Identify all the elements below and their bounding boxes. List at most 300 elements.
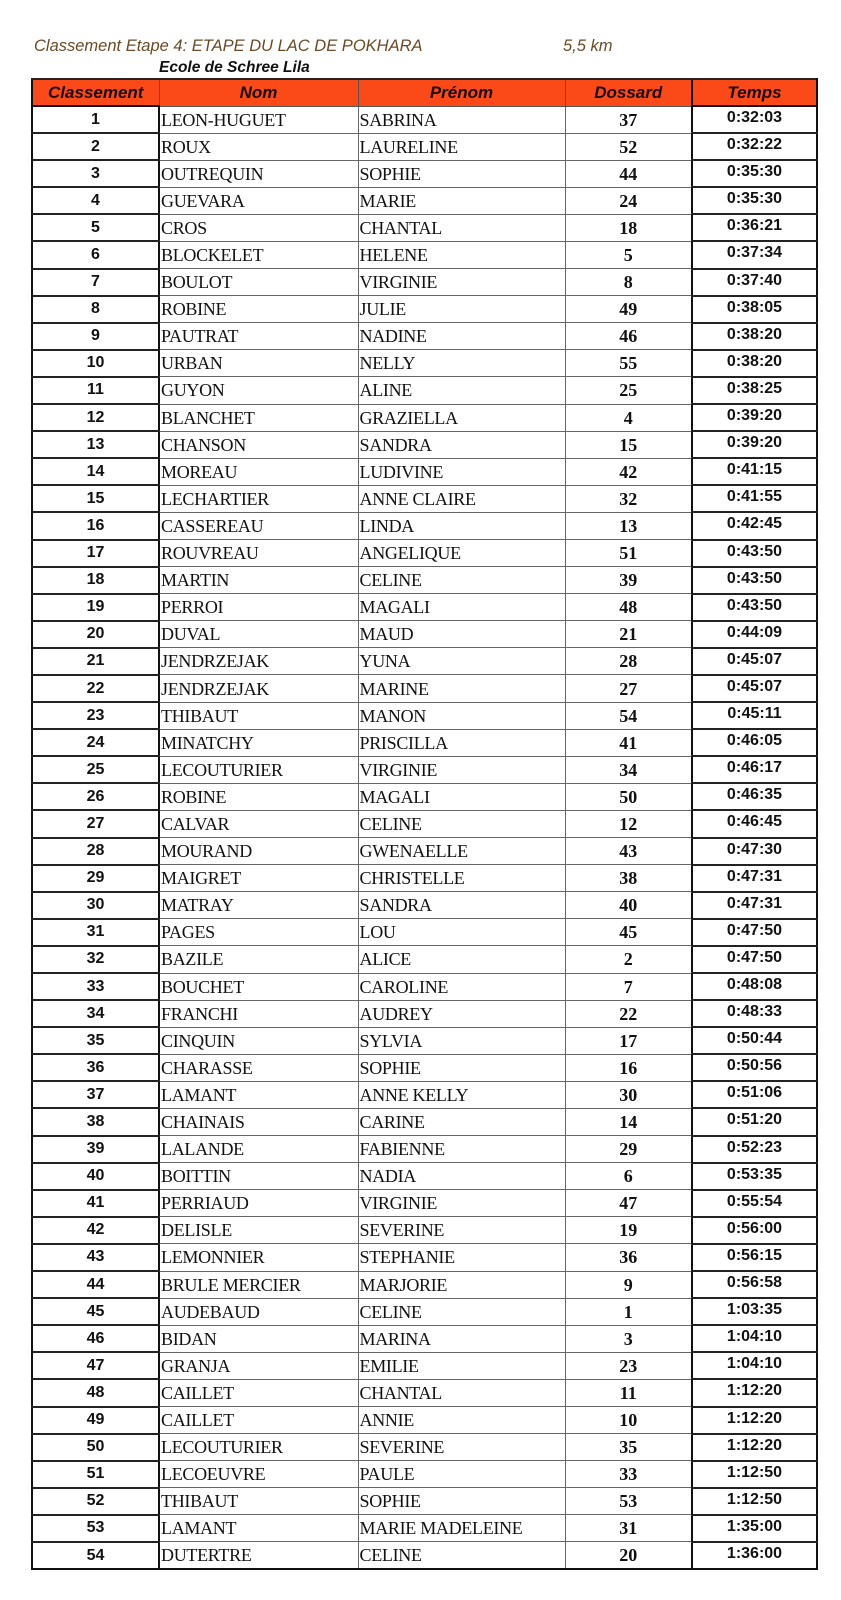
cell-prenom: VIRGINIE xyxy=(358,1190,565,1217)
cell-dossard: 51 xyxy=(565,540,692,567)
cell-classement: 9 xyxy=(32,323,159,350)
cell-dossard: 29 xyxy=(565,1136,692,1163)
cell-temps: 0:46:35 xyxy=(692,783,817,810)
cell-dossard: 16 xyxy=(565,1054,692,1081)
cell-prenom: HELENE xyxy=(358,241,565,268)
cell-prenom: SEVERINE xyxy=(358,1217,565,1244)
cell-temps: 0:37:34 xyxy=(692,241,817,268)
table-row xyxy=(32,1434,817,1461)
table-row xyxy=(32,1379,817,1406)
cell-temps: 0:50:56 xyxy=(692,1054,817,1081)
cell-nom: THIBAUT xyxy=(159,702,358,729)
table-row xyxy=(32,106,817,133)
cell-temps: 0:53:35 xyxy=(692,1163,817,1190)
cell-dossard: 32 xyxy=(565,485,692,512)
column-header-classement: Classement xyxy=(32,79,159,106)
cell-temps: 0:48:33 xyxy=(692,1000,817,1027)
cell-dossard: 10 xyxy=(565,1407,692,1434)
cell-dossard: 39 xyxy=(565,567,692,594)
cell-nom: ROUX xyxy=(159,133,358,160)
cell-temps: 0:52:23 xyxy=(692,1136,817,1163)
table-row xyxy=(32,1000,817,1027)
cell-nom: PERROI xyxy=(159,594,358,621)
table-row xyxy=(32,810,817,837)
cell-nom: MINATCHY xyxy=(159,729,358,756)
cell-classement: 4 xyxy=(32,187,159,214)
cell-prenom: LOU xyxy=(358,919,565,946)
cell-prenom: SYLVIA xyxy=(358,1027,565,1054)
cell-temps: 0:41:15 xyxy=(692,458,817,485)
table-row xyxy=(32,485,817,512)
table-row xyxy=(32,675,817,702)
cell-nom: URBAN xyxy=(159,350,358,377)
cell-temps: 0:51:06 xyxy=(692,1081,817,1108)
school-name: Ecole de Schree Lila xyxy=(159,59,310,76)
cell-temps: 1:12:20 xyxy=(692,1407,817,1434)
cell-temps: 0:47:50 xyxy=(692,946,817,973)
cell-classement: 38 xyxy=(32,1108,159,1135)
cell-nom: MATRAY xyxy=(159,892,358,919)
cell-classement: 7 xyxy=(32,269,159,296)
cell-prenom: NADIA xyxy=(358,1163,565,1190)
cell-temps: 0:56:58 xyxy=(692,1271,817,1298)
cell-classement: 11 xyxy=(32,377,159,404)
table-row xyxy=(32,1163,817,1190)
cell-nom: LEMONNIER xyxy=(159,1244,358,1271)
cell-nom: MOREAU xyxy=(159,458,358,485)
cell-classement: 23 xyxy=(32,702,159,729)
cell-classement: 1 xyxy=(32,106,159,133)
cell-nom: LECOEUVRE xyxy=(159,1461,358,1488)
cell-temps: 0:44:09 xyxy=(692,621,817,648)
cell-dossard: 3 xyxy=(565,1325,692,1352)
cell-nom: FRANCHI xyxy=(159,1000,358,1027)
table-row xyxy=(32,783,817,810)
cell-dossard: 31 xyxy=(565,1515,692,1542)
cell-dossard: 2 xyxy=(565,946,692,973)
cell-prenom: CELINE xyxy=(358,1298,565,1325)
cell-classement: 27 xyxy=(32,810,159,837)
cell-nom: MARTIN xyxy=(159,567,358,594)
cell-dossard: 1 xyxy=(565,1298,692,1325)
cell-nom: BLOCKELET xyxy=(159,241,358,268)
table-row xyxy=(32,296,817,323)
cell-dossard: 46 xyxy=(565,323,692,350)
cell-classement: 29 xyxy=(32,865,159,892)
cell-prenom: LUDIVINE xyxy=(358,458,565,485)
cell-classement: 51 xyxy=(32,1461,159,1488)
cell-prenom: ANNIE xyxy=(358,1407,565,1434)
cell-classement: 48 xyxy=(32,1379,159,1406)
cell-temps: 0:47:31 xyxy=(692,865,817,892)
cell-prenom: SOPHIE xyxy=(358,1488,565,1515)
table-row xyxy=(32,1407,817,1434)
cell-nom: PAUTRAT xyxy=(159,323,358,350)
cell-classement: 35 xyxy=(32,1027,159,1054)
cell-classement: 2 xyxy=(32,133,159,160)
cell-prenom: ANNE CLAIRE xyxy=(358,485,565,512)
cell-classement: 30 xyxy=(32,892,159,919)
table-row xyxy=(32,919,817,946)
cell-classement: 52 xyxy=(32,1488,159,1515)
table-row xyxy=(32,1217,817,1244)
results-table xyxy=(31,78,818,1570)
cell-dossard: 7 xyxy=(565,973,692,1000)
table-row xyxy=(32,865,817,892)
cell-dossard: 22 xyxy=(565,1000,692,1027)
cell-prenom: MARJORIE xyxy=(358,1271,565,1298)
cell-nom: CHAINAIS xyxy=(159,1108,358,1135)
cell-classement: 14 xyxy=(32,458,159,485)
table-row xyxy=(32,404,817,431)
table-row xyxy=(32,323,817,350)
cell-temps: 0:35:30 xyxy=(692,160,817,187)
cell-prenom: PAULE xyxy=(358,1461,565,1488)
cell-nom: LECOUTURIER xyxy=(159,1434,358,1461)
cell-prenom: ALICE xyxy=(358,946,565,973)
cell-temps: 0:36:21 xyxy=(692,214,817,241)
cell-prenom: SANDRA xyxy=(358,892,565,919)
table-row xyxy=(32,1542,817,1569)
cell-prenom: ALINE xyxy=(358,377,565,404)
table-row xyxy=(32,1136,817,1163)
cell-temps: 0:38:20 xyxy=(692,350,817,377)
cell-temps: 1:12:20 xyxy=(692,1379,817,1406)
cell-prenom: ANGELIQUE xyxy=(358,540,565,567)
cell-dossard: 9 xyxy=(565,1271,692,1298)
cell-prenom: LINDA xyxy=(358,512,565,539)
column-header-temps: Temps xyxy=(692,79,817,106)
cell-classement: 21 xyxy=(32,648,159,675)
cell-classement: 40 xyxy=(32,1163,159,1190)
cell-temps: 0:48:08 xyxy=(692,973,817,1000)
cell-nom: LALANDE xyxy=(159,1136,358,1163)
cell-dossard: 25 xyxy=(565,377,692,404)
cell-temps: 0:50:44 xyxy=(692,1027,817,1054)
cell-classement: 24 xyxy=(32,729,159,756)
cell-prenom: CHANTAL xyxy=(358,214,565,241)
cell-dossard: 49 xyxy=(565,296,692,323)
cell-prenom: CELINE xyxy=(358,1542,565,1569)
column-header-prenom: Prénom xyxy=(358,79,565,106)
cell-temps: 1:03:35 xyxy=(692,1298,817,1325)
cell-dossard: 36 xyxy=(565,1244,692,1271)
cell-prenom: MAUD xyxy=(358,621,565,648)
cell-nom: BIDAN xyxy=(159,1325,358,1352)
cell-nom: BOITTIN xyxy=(159,1163,358,1190)
cell-nom: GUEVARA xyxy=(159,187,358,214)
cell-prenom: MAGALI xyxy=(358,783,565,810)
cell-dossard: 30 xyxy=(565,1081,692,1108)
cell-classement: 6 xyxy=(32,241,159,268)
table-row xyxy=(32,621,817,648)
cell-nom: DUTERTRE xyxy=(159,1542,358,1569)
cell-temps: 0:43:50 xyxy=(692,594,817,621)
cell-classement: 12 xyxy=(32,404,159,431)
cell-dossard: 53 xyxy=(565,1488,692,1515)
cell-nom: GRANJA xyxy=(159,1352,358,1379)
cell-dossard: 55 xyxy=(565,350,692,377)
cell-prenom: SANDRA xyxy=(358,431,565,458)
results-body xyxy=(32,106,817,1569)
cell-dossard: 27 xyxy=(565,675,692,702)
cell-dossard: 38 xyxy=(565,865,692,892)
table-row xyxy=(32,729,817,756)
table-row xyxy=(32,1027,817,1054)
cell-temps: 0:39:20 xyxy=(692,431,817,458)
cell-temps: 0:41:55 xyxy=(692,485,817,512)
cell-nom: LECOUTURIER xyxy=(159,756,358,783)
cell-temps: 0:45:11 xyxy=(692,702,817,729)
cell-prenom: CHANTAL xyxy=(358,1379,565,1406)
cell-dossard: 23 xyxy=(565,1352,692,1379)
cell-dossard: 17 xyxy=(565,1027,692,1054)
cell-nom: ROBINE xyxy=(159,783,358,810)
cell-temps: 0:55:54 xyxy=(692,1190,817,1217)
cell-classement: 15 xyxy=(32,485,159,512)
table-row xyxy=(32,594,817,621)
cell-prenom: MARINA xyxy=(358,1325,565,1352)
cell-temps: 1:36:00 xyxy=(692,1542,817,1569)
cell-dossard: 42 xyxy=(565,458,692,485)
cell-prenom: JULIE xyxy=(358,296,565,323)
column-header-dossard: Dossard xyxy=(565,79,692,106)
cell-temps: 0:47:31 xyxy=(692,892,817,919)
cell-classement: 5 xyxy=(32,214,159,241)
cell-classement: 22 xyxy=(32,675,159,702)
cell-temps: 0:47:30 xyxy=(692,838,817,865)
table-row xyxy=(32,160,817,187)
cell-prenom: SABRINA xyxy=(358,106,565,133)
cell-dossard: 40 xyxy=(565,892,692,919)
table-row xyxy=(32,1190,817,1217)
cell-prenom: SOPHIE xyxy=(358,160,565,187)
cell-prenom: VIRGINIE xyxy=(358,756,565,783)
table-row xyxy=(32,1081,817,1108)
cell-nom: AUDEBAUD xyxy=(159,1298,358,1325)
cell-dossard: 21 xyxy=(565,621,692,648)
cell-nom: LEON-HUGUET xyxy=(159,106,358,133)
cell-dossard: 11 xyxy=(565,1379,692,1406)
table-row xyxy=(32,1108,817,1135)
table-row xyxy=(32,702,817,729)
cell-prenom: SOPHIE xyxy=(358,1054,565,1081)
cell-temps: 0:46:45 xyxy=(692,810,817,837)
cell-prenom: CHRISTELLE xyxy=(358,865,565,892)
table-row xyxy=(32,540,817,567)
cell-classement: 31 xyxy=(32,919,159,946)
cell-nom: JENDRZEJAK xyxy=(159,675,358,702)
cell-dossard: 24 xyxy=(565,187,692,214)
cell-prenom: MARINE xyxy=(358,675,565,702)
cell-nom: BOULOT xyxy=(159,269,358,296)
cell-nom: CROS xyxy=(159,214,358,241)
cell-dossard: 50 xyxy=(565,783,692,810)
table-row xyxy=(32,187,817,214)
table-row xyxy=(32,567,817,594)
cell-prenom: GWENAELLE xyxy=(358,838,565,865)
cell-nom: CAILLET xyxy=(159,1407,358,1434)
cell-dossard: 37 xyxy=(565,106,692,133)
cell-nom: BLANCHET xyxy=(159,404,358,431)
cell-temps: 0:38:20 xyxy=(692,323,817,350)
cell-prenom: MARIE MADELEINE xyxy=(358,1515,565,1542)
cell-temps: 0:38:05 xyxy=(692,296,817,323)
table-row xyxy=(32,431,817,458)
table-row xyxy=(32,756,817,783)
cell-dossard: 34 xyxy=(565,756,692,783)
cell-temps: 0:37:40 xyxy=(692,269,817,296)
cell-dossard: 19 xyxy=(565,1217,692,1244)
cell-temps: 0:39:20 xyxy=(692,404,817,431)
cell-classement: 17 xyxy=(32,540,159,567)
table-row xyxy=(32,512,817,539)
cell-classement: 49 xyxy=(32,1407,159,1434)
cell-temps: 0:46:05 xyxy=(692,729,817,756)
cell-prenom: FABIENNE xyxy=(358,1136,565,1163)
cell-temps: 1:35:00 xyxy=(692,1515,817,1542)
table-row xyxy=(32,350,817,377)
table-header-row xyxy=(32,79,817,106)
table-row xyxy=(32,838,817,865)
cell-prenom: CAROLINE xyxy=(358,973,565,1000)
table-row xyxy=(32,1271,817,1298)
cell-dossard: 44 xyxy=(565,160,692,187)
cell-classement: 26 xyxy=(32,783,159,810)
cell-classement: 37 xyxy=(32,1081,159,1108)
cell-nom: CAILLET xyxy=(159,1379,358,1406)
cell-prenom: NELLY xyxy=(358,350,565,377)
cell-dossard: 52 xyxy=(565,133,692,160)
cell-classement: 32 xyxy=(32,946,159,973)
cell-prenom: YUNA xyxy=(358,648,565,675)
cell-nom: LAMANT xyxy=(159,1081,358,1108)
cell-classement: 10 xyxy=(32,350,159,377)
table-row xyxy=(32,269,817,296)
cell-prenom: CELINE xyxy=(358,810,565,837)
cell-prenom: EMILIE xyxy=(358,1352,565,1379)
cell-nom: CALVAR xyxy=(159,810,358,837)
cell-temps: 0:56:00 xyxy=(692,1217,817,1244)
table-row xyxy=(32,1488,817,1515)
cell-dossard: 15 xyxy=(565,431,692,458)
table-row xyxy=(32,1054,817,1081)
cell-prenom: LAURELINE xyxy=(358,133,565,160)
cell-dossard: 14 xyxy=(565,1108,692,1135)
cell-nom: THIBAUT xyxy=(159,1488,358,1515)
cell-dossard: 35 xyxy=(565,1434,692,1461)
cell-prenom: STEPHANIE xyxy=(358,1244,565,1271)
table-row xyxy=(32,214,817,241)
cell-dossard: 41 xyxy=(565,729,692,756)
table-row xyxy=(32,946,817,973)
cell-nom: DUVAL xyxy=(159,621,358,648)
cell-classement: 50 xyxy=(32,1434,159,1461)
cell-nom: BOUCHET xyxy=(159,973,358,1000)
cell-dossard: 5 xyxy=(565,241,692,268)
cell-temps: 1:04:10 xyxy=(692,1325,817,1352)
table-row xyxy=(32,458,817,485)
cell-nom: LAMANT xyxy=(159,1515,358,1542)
cell-nom: ROUVREAU xyxy=(159,540,358,567)
cell-classement: 42 xyxy=(32,1217,159,1244)
cell-classement: 19 xyxy=(32,594,159,621)
cell-prenom: AUDREY xyxy=(358,1000,565,1027)
cell-prenom: NADINE xyxy=(358,323,565,350)
cell-nom: JENDRZEJAK xyxy=(159,648,358,675)
cell-dossard: 33 xyxy=(565,1461,692,1488)
cell-nom: PERRIAUD xyxy=(159,1190,358,1217)
page-title: Classement Etape 4: ETAPE DU LAC DE POKHARA xyxy=(34,37,423,55)
cell-prenom: VIRGINIE xyxy=(358,269,565,296)
cell-classement: 36 xyxy=(32,1054,159,1081)
cell-nom: DELISLE xyxy=(159,1217,358,1244)
cell-nom: CINQUIN xyxy=(159,1027,358,1054)
cell-dossard: 18 xyxy=(565,214,692,241)
cell-dossard: 13 xyxy=(565,512,692,539)
table-row xyxy=(32,1325,817,1352)
cell-temps: 0:46:17 xyxy=(692,756,817,783)
table-row xyxy=(32,377,817,404)
cell-temps: 0:45:07 xyxy=(692,675,817,702)
cell-prenom: CARINE xyxy=(358,1108,565,1135)
cell-prenom: GRAZIELLA xyxy=(358,404,565,431)
cell-dossard: 43 xyxy=(565,838,692,865)
cell-nom: LECHARTIER xyxy=(159,485,358,512)
cell-classement: 20 xyxy=(32,621,159,648)
cell-dossard: 12 xyxy=(565,810,692,837)
table-row xyxy=(32,1352,817,1379)
cell-prenom: MARIE xyxy=(358,187,565,214)
column-header-nom: Nom xyxy=(159,79,358,106)
cell-classement: 13 xyxy=(32,431,159,458)
cell-prenom: PRISCILLA xyxy=(358,729,565,756)
cell-temps: 0:32:22 xyxy=(692,133,817,160)
cell-classement: 3 xyxy=(32,160,159,187)
cell-classement: 47 xyxy=(32,1352,159,1379)
cell-dossard: 8 xyxy=(565,269,692,296)
cell-prenom: CELINE xyxy=(358,567,565,594)
stage-distance: 5,5 km xyxy=(563,37,613,55)
cell-temps: 0:35:30 xyxy=(692,187,817,214)
cell-nom: PAGES xyxy=(159,919,358,946)
cell-nom: MOURAND xyxy=(159,838,358,865)
cell-dossard: 20 xyxy=(565,1542,692,1569)
cell-nom: CASSEREAU xyxy=(159,512,358,539)
cell-classement: 25 xyxy=(32,756,159,783)
cell-classement: 44 xyxy=(32,1271,159,1298)
cell-prenom: MANON xyxy=(358,702,565,729)
cell-temps: 0:38:25 xyxy=(692,377,817,404)
cell-nom: CHANSON xyxy=(159,431,358,458)
cell-temps: 1:12:20 xyxy=(692,1434,817,1461)
cell-classement: 8 xyxy=(32,296,159,323)
cell-prenom: ANNE KELLY xyxy=(358,1081,565,1108)
cell-temps: 0:51:20 xyxy=(692,1108,817,1135)
cell-classement: 54 xyxy=(32,1542,159,1569)
table-row xyxy=(32,1515,817,1542)
cell-temps: 1:12:50 xyxy=(692,1461,817,1488)
table-row xyxy=(32,648,817,675)
cell-dossard: 28 xyxy=(565,648,692,675)
cell-classement: 46 xyxy=(32,1325,159,1352)
table-row xyxy=(32,133,817,160)
cell-temps: 0:47:50 xyxy=(692,919,817,946)
cell-classement: 53 xyxy=(32,1515,159,1542)
cell-dossard: 6 xyxy=(565,1163,692,1190)
cell-temps: 0:43:50 xyxy=(692,540,817,567)
cell-classement: 43 xyxy=(32,1244,159,1271)
